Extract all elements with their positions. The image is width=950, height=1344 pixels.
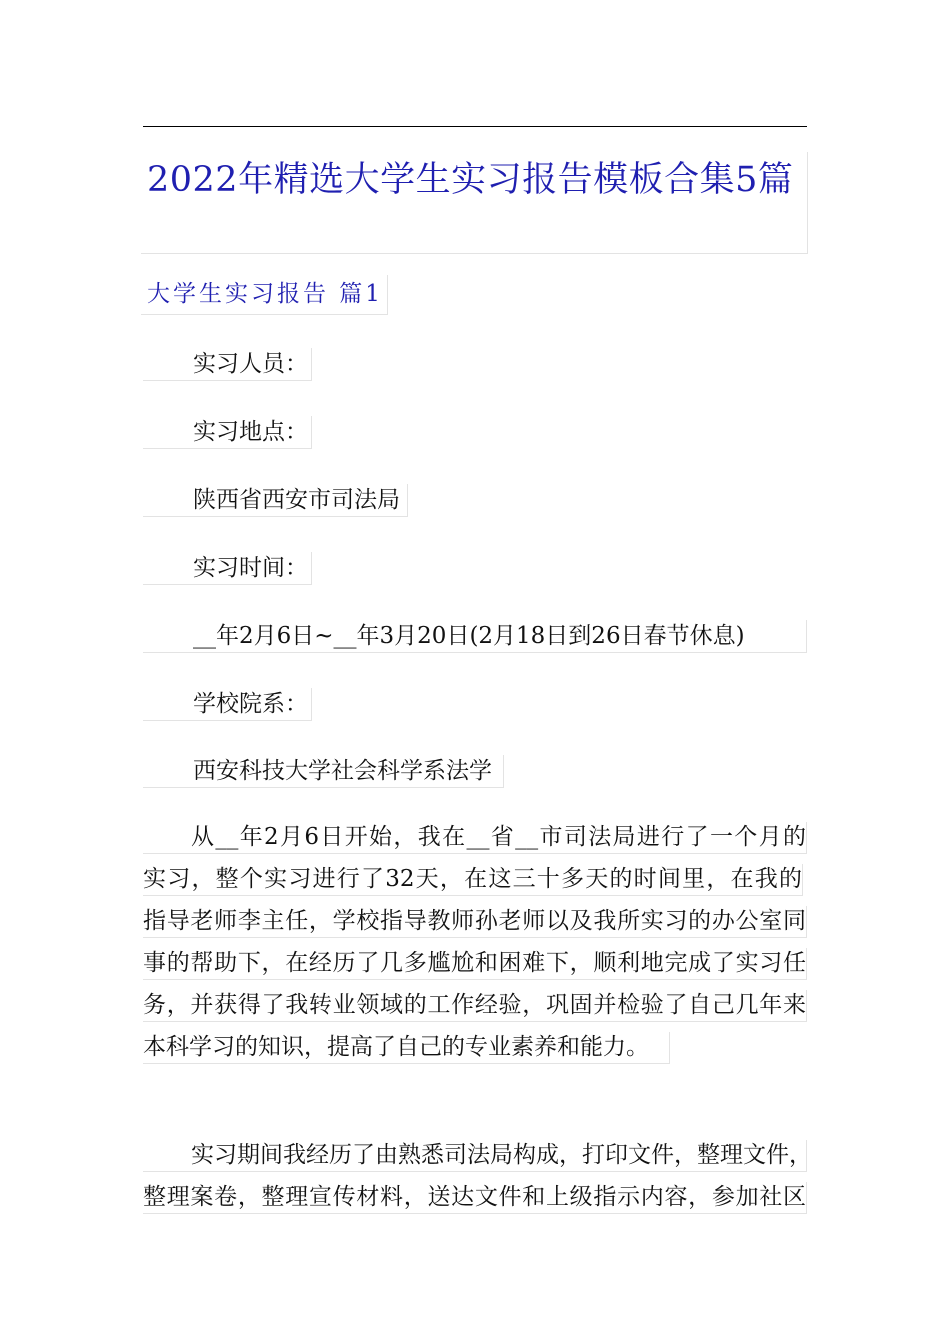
- field-intern-time: [143, 552, 312, 585]
- paragraph-line: 本科学习的知识，提高了自己的专业素养和能力。: [143, 1032, 670, 1064]
- header-rule: [143, 126, 807, 127]
- paragraph-line: 实习，整个实习进行了32天，在这三十多天的时间里，在我的: [143, 864, 803, 896]
- section-heading-block: [141, 275, 388, 315]
- field-time-value: [143, 620, 807, 653]
- field-label: 实习时间：: [193, 555, 308, 581]
- field-value: __年2月6日~__年3月20日(2月18日到26日春节休息): [193, 623, 745, 649]
- paragraph-line: 指导老师李主任，学校指导教师孙老师以及我所实习的办公室同: [143, 906, 807, 938]
- title-block: [141, 152, 808, 254]
- paragraph-2: [143, 1140, 812, 1224]
- field-school-value: [143, 755, 504, 788]
- field-label: 实习地点：: [193, 419, 308, 445]
- section-title: 大学生实习报告 篇1: [147, 281, 383, 307]
- paragraph-line: 从__年2月6日开始，我在__省__市司法局进行了一个月的: [143, 822, 807, 854]
- field-label: 学校院系：: [193, 691, 308, 717]
- field-intern-person: [143, 348, 312, 381]
- paragraph-1: [143, 822, 807, 1074]
- document-title: 2022年精选大学生实习报告模板合集5篇: [147, 160, 794, 200]
- field-location-value: [143, 484, 408, 517]
- field-value: 西安科技大学社会科学系法学: [193, 758, 492, 784]
- field-value: 陕西省西安市司法局: [193, 487, 400, 513]
- paragraph-line: 实习期间我经历了由熟悉司法局构成，打印文件，整理文件，: [143, 1140, 807, 1172]
- paragraph-line: 整理案卷，整理宣传材料，送达文件和上级指示内容，参加社区: [143, 1182, 807, 1214]
- paragraph-line: 务，并获得了我转业领域的工作经验，巩固并检验了自己几年来: [143, 990, 807, 1022]
- field-school-dept: [143, 688, 312, 721]
- field-intern-location: [143, 416, 312, 449]
- field-label: 实习人员：: [193, 351, 308, 377]
- paragraph-line: 事的帮助下，在经历了几多尴尬和困难下，顺利地完成了实习任: [143, 948, 807, 980]
